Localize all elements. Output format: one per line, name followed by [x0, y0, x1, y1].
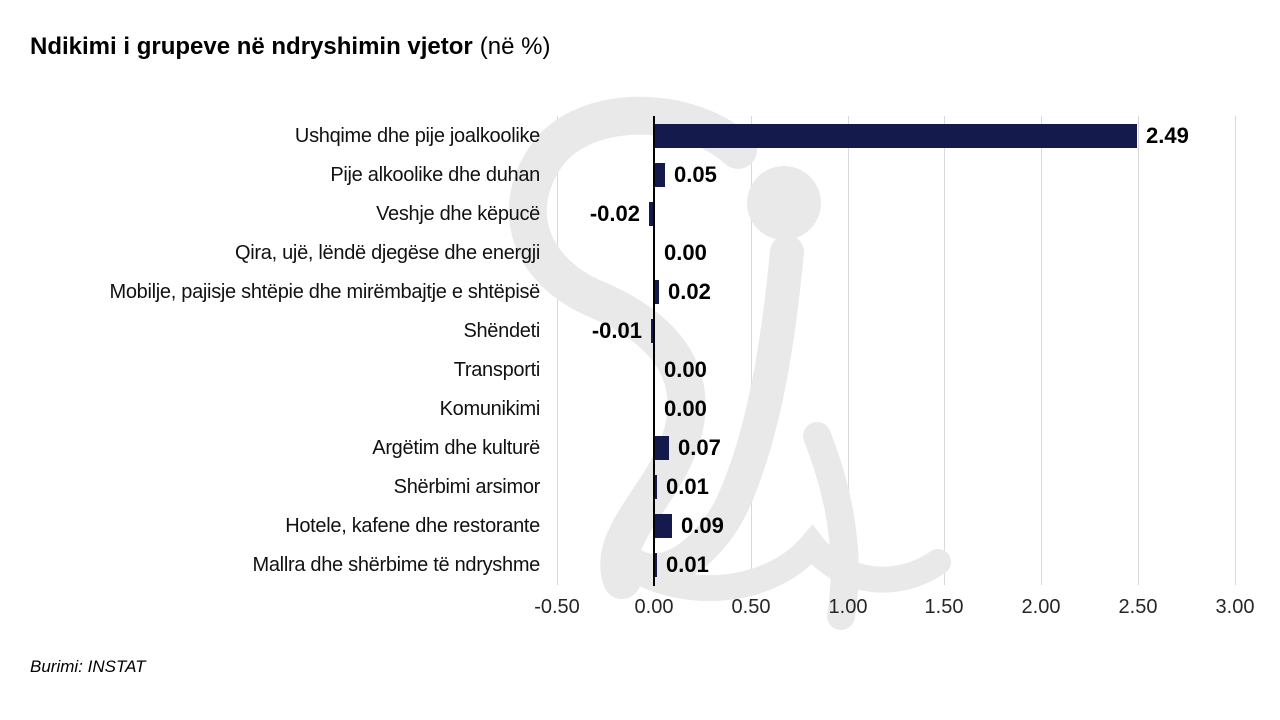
data-bar [655, 514, 672, 538]
value-label: 0.00 [664, 357, 707, 382]
data-bar [655, 436, 669, 460]
category-label: Shërbimi arsimor [393, 476, 540, 498]
category-label: Komunikimi [439, 398, 540, 420]
category-label: Hotele, kafene dhe restorante [285, 515, 540, 537]
category-label: Argëtim dhe kulturë [372, 437, 540, 459]
data-bar [649, 202, 653, 226]
data-bar [655, 163, 665, 187]
chart-title-main: Ndikimi i grupeve në ndryshimin vjetor [30, 33, 473, 60]
data-bar [655, 124, 1137, 148]
value-label: 0.00 [664, 240, 707, 265]
value-label: -0.01 [591, 318, 642, 343]
data-bar [651, 319, 653, 343]
x-axis-tick-label: 1.50 [924, 596, 964, 618]
value-label: 0.07 [678, 435, 721, 460]
category-label: Pije alkoolike dhe duhan [330, 164, 540, 186]
chart-title-unit: (në %) [479, 33, 551, 60]
category-label: Shëndeti [463, 320, 540, 342]
value-label: 0.09 [681, 513, 724, 538]
value-label: 2.49 [1146, 123, 1189, 148]
data-bar [655, 553, 657, 577]
value-label: 0.05 [674, 162, 717, 187]
x-axis-tick-label: 2.00 [1021, 596, 1061, 618]
value-label: 0.01 [666, 552, 709, 577]
category-label: Ushqime dhe pije joalkoolike [294, 125, 540, 147]
data-bar [655, 280, 659, 304]
category-label: Mallra dhe shërbime të ndryshme [252, 554, 540, 576]
x-axis-tick-label: 0.50 [731, 596, 771, 618]
x-axis-tick-label: 1.00 [828, 596, 868, 618]
value-label: 0.01 [666, 474, 709, 499]
source-note: Burimi: INSTAT [30, 657, 146, 676]
value-label: -0.02 [589, 201, 640, 226]
x-axis-tick-label: 2.50 [1118, 596, 1158, 618]
data-bar [655, 475, 657, 499]
value-label: 0.00 [664, 396, 707, 421]
x-axis-tick-label: 0.00 [634, 596, 674, 618]
category-label: Mobilje, pajisje shtëpie dhe mirëmbajtje e shtëpisë [109, 281, 540, 303]
category-label: Veshje dhe këpucë [376, 203, 540, 225]
category-label: Transporti [453, 359, 540, 381]
category-label: Qira, ujë, lëndë djegëse dhe energji [235, 242, 540, 264]
x-axis-tick-label: -0.50 [534, 596, 580, 618]
value-label: 0.02 [668, 279, 711, 304]
x-axis-tick-label: 3.00 [1215, 596, 1255, 618]
